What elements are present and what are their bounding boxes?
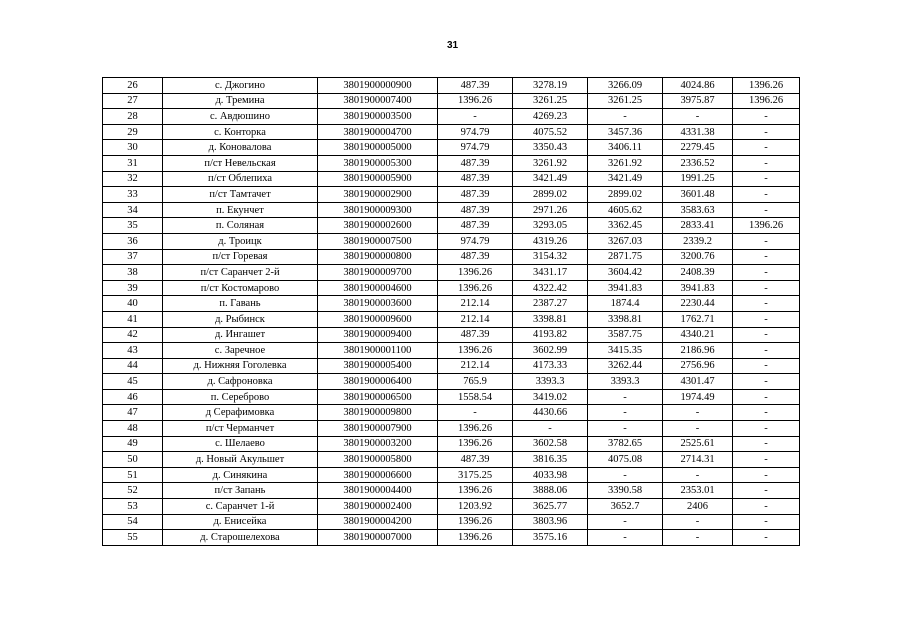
value-5-cell: - [733, 483, 800, 499]
value-5-cell: 1396.26 [733, 93, 800, 109]
row-number-cell: 34 [103, 202, 163, 218]
row-number-cell: 37 [103, 249, 163, 265]
value-2-cell: 3625.77 [513, 499, 588, 515]
value-5-cell: - [733, 358, 800, 374]
row-number-cell: 26 [103, 78, 163, 94]
value-3-cell: 3267.03 [588, 233, 663, 249]
table-row [103, 483, 800, 499]
value-1-cell: 487.39 [438, 171, 513, 187]
value-1-cell: 212.14 [438, 358, 513, 374]
code-cell: 3801900004200 [318, 514, 438, 530]
value-3-cell: - [588, 514, 663, 530]
settlement-cell: д. Новый Акульшет [163, 452, 318, 468]
row-number-cell: 32 [103, 171, 163, 187]
value-3-cell: 3421.49 [588, 171, 663, 187]
value-4-cell: - [663, 109, 733, 125]
value-3-cell: 3406.11 [588, 140, 663, 156]
value-2-cell: 3419.02 [513, 389, 588, 405]
value-5-cell: - [733, 280, 800, 296]
settlement-cell: с. Конторка [163, 124, 318, 140]
value-1-cell: 487.39 [438, 249, 513, 265]
code-cell: 3801900004700 [318, 124, 438, 140]
table-row [103, 140, 800, 156]
value-3-cell: - [588, 109, 663, 125]
value-3-cell: - [588, 421, 663, 437]
value-3-cell: 3261.92 [588, 155, 663, 171]
value-2-cell: - [513, 421, 588, 437]
value-3-cell: 2871.75 [588, 249, 663, 265]
settlement-cell: д. Троицк [163, 233, 318, 249]
table-row [103, 343, 800, 359]
value-3-cell: 2899.02 [588, 187, 663, 203]
value-1-cell: 487.39 [438, 202, 513, 218]
value-4-cell: 3941.83 [663, 280, 733, 296]
value-2-cell: 3602.58 [513, 436, 588, 452]
table-row [103, 187, 800, 203]
row-number-cell: 55 [103, 530, 163, 546]
value-4-cell: - [663, 421, 733, 437]
value-3-cell: - [588, 467, 663, 483]
row-number-cell: 52 [103, 483, 163, 499]
value-3-cell: 3587.75 [588, 327, 663, 343]
value-2-cell: 3293.05 [513, 218, 588, 234]
value-1-cell: 487.39 [438, 218, 513, 234]
value-5-cell: - [733, 514, 800, 530]
code-cell: 3801900004400 [318, 483, 438, 499]
settlement-cell: с. Джогино [163, 78, 318, 94]
row-number-cell: 27 [103, 93, 163, 109]
code-cell: 3801900001100 [318, 343, 438, 359]
value-1-cell: - [438, 109, 513, 125]
value-2-cell: 4033.98 [513, 467, 588, 483]
value-2-cell: 2387.27 [513, 296, 588, 312]
value-4-cell: 1974.49 [663, 389, 733, 405]
value-5-cell: - [733, 327, 800, 343]
value-2-cell: 3393.3 [513, 374, 588, 390]
settlement-cell: п/ст Тамтачет [163, 187, 318, 203]
row-number-cell: 50 [103, 452, 163, 468]
value-4-cell: 2756.96 [663, 358, 733, 374]
value-2-cell: 4319.26 [513, 233, 588, 249]
value-2-cell: 3888.06 [513, 483, 588, 499]
row-number-cell: 31 [103, 155, 163, 171]
value-2-cell: 4075.52 [513, 124, 588, 140]
value-5-cell: - [733, 421, 800, 437]
settlement-cell: п/ст Облепиха [163, 171, 318, 187]
row-number-cell: 44 [103, 358, 163, 374]
code-cell: 3801900006500 [318, 389, 438, 405]
code-cell: 3801900004600 [318, 280, 438, 296]
row-number-cell: 36 [103, 233, 163, 249]
settlement-cell: п/ст Саранчет 2-й [163, 265, 318, 281]
value-5-cell: - [733, 187, 800, 203]
value-3-cell: 3415.35 [588, 343, 663, 359]
settlement-cell: д. Нижняя Гоголевка [163, 358, 318, 374]
table-row [103, 530, 800, 546]
value-5-cell: 1396.26 [733, 218, 800, 234]
value-4-cell: 2336.52 [663, 155, 733, 171]
value-1-cell: 974.79 [438, 124, 513, 140]
value-1-cell: 765.9 [438, 374, 513, 390]
settlement-cell: п/ст Черманчет [163, 421, 318, 437]
value-5-cell: - [733, 124, 800, 140]
settlement-cell: п. Гавань [163, 296, 318, 312]
row-number-cell: 49 [103, 436, 163, 452]
value-3-cell: 4075.08 [588, 452, 663, 468]
value-1-cell: 487.39 [438, 78, 513, 94]
value-2-cell: 4269.23 [513, 109, 588, 125]
row-number-cell: 43 [103, 343, 163, 359]
table-row [103, 436, 800, 452]
code-cell: 3801900003500 [318, 109, 438, 125]
value-3-cell: 3604.42 [588, 265, 663, 281]
code-cell: 3801900007000 [318, 530, 438, 546]
value-1-cell: 1203.92 [438, 499, 513, 515]
settlement-cell: д Серафимовка [163, 405, 318, 421]
row-number-cell: 45 [103, 374, 163, 390]
row-number-cell: 51 [103, 467, 163, 483]
value-5-cell: - [733, 467, 800, 483]
value-3-cell: 3782.65 [588, 436, 663, 452]
value-4-cell: 1762.71 [663, 311, 733, 327]
value-1-cell: 1396.26 [438, 421, 513, 437]
value-4-cell: 2714.31 [663, 452, 733, 468]
value-2-cell: 3398.81 [513, 311, 588, 327]
value-4-cell: - [663, 405, 733, 421]
value-5-cell: - [733, 452, 800, 468]
value-3-cell: 3652.7 [588, 499, 663, 515]
settlement-cell: с. Заречное [163, 343, 318, 359]
value-1-cell: 974.79 [438, 233, 513, 249]
table-body [103, 78, 800, 546]
value-1-cell: 1396.26 [438, 343, 513, 359]
settlement-cell: п. Соляная [163, 218, 318, 234]
value-1-cell: 1396.26 [438, 530, 513, 546]
value-5-cell: - [733, 499, 800, 515]
value-1-cell: 212.14 [438, 296, 513, 312]
value-4-cell: 3601.48 [663, 187, 733, 203]
value-4-cell: 3200.76 [663, 249, 733, 265]
value-1-cell: - [438, 405, 513, 421]
value-2-cell: 4173.33 [513, 358, 588, 374]
value-1-cell: 3175.25 [438, 467, 513, 483]
value-5-cell: - [733, 233, 800, 249]
value-4-cell: 2339.2 [663, 233, 733, 249]
value-3-cell: 3393.3 [588, 374, 663, 390]
value-5-cell: - [733, 202, 800, 218]
value-2-cell: 3431.17 [513, 265, 588, 281]
value-2-cell: 2971.26 [513, 202, 588, 218]
value-2-cell: 3803.96 [513, 514, 588, 530]
value-5-cell: - [733, 296, 800, 312]
row-number-cell: 46 [103, 389, 163, 405]
value-1-cell: 1396.26 [438, 483, 513, 499]
code-cell: 3801900009300 [318, 202, 438, 218]
row-number-cell: 28 [103, 109, 163, 125]
value-5-cell: - [733, 374, 800, 390]
page-number: 31 [446, 40, 459, 51]
table-row [103, 327, 800, 343]
settlement-cell: д. Коновалова [163, 140, 318, 156]
value-3-cell: 3390.58 [588, 483, 663, 499]
code-cell: 3801900009800 [318, 405, 438, 421]
settlement-cell: п/ст Невельская [163, 155, 318, 171]
code-cell: 3801900005400 [318, 358, 438, 374]
code-cell: 3801900002900 [318, 187, 438, 203]
settlement-cell: д. Старошелехова [163, 530, 318, 546]
value-4-cell: 2186.96 [663, 343, 733, 359]
table-row [103, 233, 800, 249]
value-3-cell: - [588, 405, 663, 421]
value-4-cell: - [663, 514, 733, 530]
value-2-cell: 3154.32 [513, 249, 588, 265]
value-4-cell: 2408.39 [663, 265, 733, 281]
table-row [103, 93, 800, 109]
value-2-cell: 3261.92 [513, 155, 588, 171]
value-2-cell: 3278.19 [513, 78, 588, 94]
table-row [103, 296, 800, 312]
row-number-cell: 54 [103, 514, 163, 530]
code-cell: 3801900009600 [318, 311, 438, 327]
value-5-cell: - [733, 265, 800, 281]
value-1-cell: 487.39 [438, 452, 513, 468]
value-3-cell: 3457.36 [588, 124, 663, 140]
value-4-cell: - [663, 530, 733, 546]
value-1-cell: 1396.26 [438, 280, 513, 296]
value-3-cell: 3398.81 [588, 311, 663, 327]
value-2-cell: 4322.42 [513, 280, 588, 296]
value-3-cell: 4605.62 [588, 202, 663, 218]
value-5-cell: - [733, 389, 800, 405]
table-row [103, 452, 800, 468]
value-1-cell: 487.39 [438, 187, 513, 203]
value-4-cell: 3975.87 [663, 93, 733, 109]
value-5-cell: - [733, 530, 800, 546]
row-number-cell: 38 [103, 265, 163, 281]
settlement-cell: с. Саранчет 1-й [163, 499, 318, 515]
settlement-cell: д. Рыбинск [163, 311, 318, 327]
value-4-cell: 2833.41 [663, 218, 733, 234]
value-5-cell: - [733, 155, 800, 171]
data-table [102, 77, 800, 546]
table-row [103, 514, 800, 530]
table-row [103, 499, 800, 515]
value-4-cell: 2353.01 [663, 483, 733, 499]
value-5-cell: - [733, 343, 800, 359]
code-cell: 3801900000800 [318, 249, 438, 265]
row-number-cell: 41 [103, 311, 163, 327]
value-1-cell: 487.39 [438, 327, 513, 343]
table-row [103, 249, 800, 265]
value-5-cell: 1396.26 [733, 78, 800, 94]
table-row [103, 421, 800, 437]
value-3-cell: 3362.45 [588, 218, 663, 234]
table-row [103, 265, 800, 281]
value-3-cell: 3266.09 [588, 78, 663, 94]
table-row [103, 171, 800, 187]
value-4-cell: 3583.63 [663, 202, 733, 218]
settlement-cell: с. Авдюшино [163, 109, 318, 125]
value-5-cell: - [733, 140, 800, 156]
value-1-cell: 1558.54 [438, 389, 513, 405]
value-1-cell: 974.79 [438, 140, 513, 156]
code-cell: 3801900007500 [318, 233, 438, 249]
settlement-cell: д. Сафроновка [163, 374, 318, 390]
value-2-cell: 3261.25 [513, 93, 588, 109]
code-cell: 3801900005800 [318, 452, 438, 468]
code-cell: 3801900005900 [318, 171, 438, 187]
value-1-cell: 1396.26 [438, 93, 513, 109]
row-number-cell: 47 [103, 405, 163, 421]
value-5-cell: - [733, 171, 800, 187]
value-2-cell: 3575.16 [513, 530, 588, 546]
value-2-cell: 3350.43 [513, 140, 588, 156]
value-3-cell: - [588, 530, 663, 546]
value-5-cell: - [733, 405, 800, 421]
code-cell: 3801900003600 [318, 296, 438, 312]
code-cell: 3801900006400 [318, 374, 438, 390]
code-cell: 3801900009400 [318, 327, 438, 343]
value-5-cell: - [733, 311, 800, 327]
row-number-cell: 35 [103, 218, 163, 234]
table-row [103, 280, 800, 296]
code-cell: 3801900002400 [318, 499, 438, 515]
row-number-cell: 42 [103, 327, 163, 343]
value-3-cell: 3261.25 [588, 93, 663, 109]
value-5-cell: - [733, 249, 800, 265]
row-number-cell: 39 [103, 280, 163, 296]
value-4-cell: 4331.38 [663, 124, 733, 140]
value-4-cell: 4301.47 [663, 374, 733, 390]
table-row [103, 155, 800, 171]
value-1-cell: 1396.26 [438, 265, 513, 281]
table-row [103, 358, 800, 374]
table-row [103, 109, 800, 125]
row-number-cell: 29 [103, 124, 163, 140]
code-cell: 3801900009700 [318, 265, 438, 281]
code-cell: 3801900007900 [318, 421, 438, 437]
code-cell: 3801900005300 [318, 155, 438, 171]
value-2-cell: 3816.35 [513, 452, 588, 468]
table-row [103, 311, 800, 327]
table-row [103, 389, 800, 405]
row-number-cell: 30 [103, 140, 163, 156]
value-4-cell: 2406 [663, 499, 733, 515]
settlement-cell: д. Ингашет [163, 327, 318, 343]
settlement-cell: п/ст Горевая [163, 249, 318, 265]
value-5-cell: - [733, 436, 800, 452]
row-number-cell: 48 [103, 421, 163, 437]
row-number-cell: 33 [103, 187, 163, 203]
value-4-cell: 1991.25 [663, 171, 733, 187]
table-row [103, 202, 800, 218]
table-row [103, 467, 800, 483]
settlement-cell: п. Екунчет [163, 202, 318, 218]
settlement-cell: д. Синякина [163, 467, 318, 483]
value-2-cell: 2899.02 [513, 187, 588, 203]
table-row [103, 218, 800, 234]
value-1-cell: 1396.26 [438, 514, 513, 530]
row-number-cell: 40 [103, 296, 163, 312]
settlement-cell: с. Шелаево [163, 436, 318, 452]
settlement-cell: д. Енисейка [163, 514, 318, 530]
settlement-cell: д. Тремина [163, 93, 318, 109]
code-cell: 3801900007400 [318, 93, 438, 109]
value-3-cell: 1874.4 [588, 296, 663, 312]
code-cell: 3801900003200 [318, 436, 438, 452]
value-1-cell: 212.14 [438, 311, 513, 327]
code-cell: 3801900000900 [318, 78, 438, 94]
code-cell: 3801900006600 [318, 467, 438, 483]
table-row [103, 124, 800, 140]
value-4-cell: 4340.21 [663, 327, 733, 343]
value-1-cell: 1396.26 [438, 436, 513, 452]
value-3-cell: 3941.83 [588, 280, 663, 296]
row-number-cell: 53 [103, 499, 163, 515]
code-cell: 3801900002600 [318, 218, 438, 234]
settlement-cell: п/ст Запань [163, 483, 318, 499]
value-1-cell: 487.39 [438, 155, 513, 171]
value-4-cell: - [663, 467, 733, 483]
value-4-cell: 2230.44 [663, 296, 733, 312]
value-4-cell: 2279.45 [663, 140, 733, 156]
value-3-cell: 3262.44 [588, 358, 663, 374]
value-2-cell: 3421.49 [513, 171, 588, 187]
table-row [103, 374, 800, 390]
value-4-cell: 2525.61 [663, 436, 733, 452]
value-3-cell: - [588, 389, 663, 405]
table-row [103, 78, 800, 94]
value-2-cell: 3602.99 [513, 343, 588, 359]
value-5-cell: - [733, 109, 800, 125]
value-2-cell: 4430.66 [513, 405, 588, 421]
code-cell: 3801900005000 [318, 140, 438, 156]
value-2-cell: 4193.82 [513, 327, 588, 343]
value-4-cell: 4024.86 [663, 78, 733, 94]
settlement-cell: п. Сереброво [163, 389, 318, 405]
table-row [103, 405, 800, 421]
settlement-cell: п/ст Костомарово [163, 280, 318, 296]
